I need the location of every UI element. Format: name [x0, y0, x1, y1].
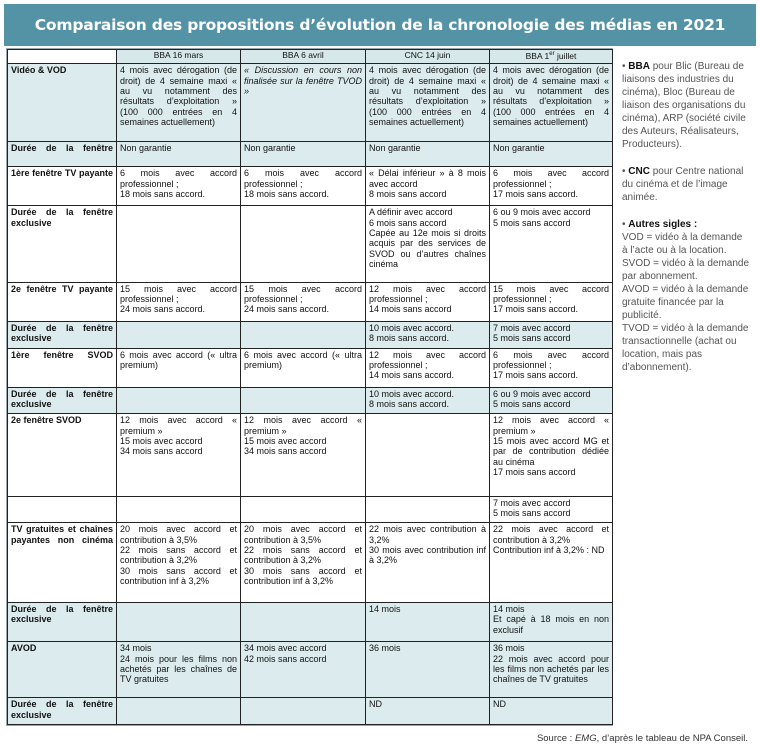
table-cell — [490, 322, 613, 349]
table-cell — [366, 642, 490, 698]
column-header: BBA 1er juillet — [490, 50, 613, 64]
cell-line: Non garantie — [120, 142, 172, 153]
table-row — [8, 322, 613, 349]
row-label: Durée de la fenêtre exclusive — [8, 322, 117, 349]
table-cell — [366, 387, 490, 414]
table-row — [8, 64, 613, 141]
cell-line: 34 mois avec accord — [244, 643, 327, 654]
cell-line: 34 mois sans accord — [244, 446, 327, 457]
table-cell — [117, 167, 241, 206]
table-cell — [241, 64, 366, 141]
table-cell — [241, 167, 366, 206]
cell-line: 6 mois avec accord (« ultra premium) — [120, 349, 237, 370]
table-cell — [117, 322, 241, 349]
table-cell — [117, 642, 241, 698]
sidebar-legend — [622, 60, 750, 388]
cell-line: 22 mois sans accord et contribution à 3,2% — [120, 545, 237, 566]
row-label: AVOD — [8, 642, 117, 698]
table-cell — [366, 698, 490, 725]
comparison-table-container — [6, 48, 613, 726]
table-cell — [490, 523, 613, 603]
table-cell — [241, 602, 366, 641]
table-cell — [117, 523, 241, 603]
table-cell — [490, 698, 613, 725]
cell-line: 15 mois avec accord professionnel ; — [493, 283, 609, 305]
cell-line: 22 mois avec contribution à 3,2% — [369, 524, 486, 545]
table-cell — [490, 206, 613, 282]
table-cell — [241, 387, 366, 414]
cell-line: 8 mois sans accord. — [369, 399, 450, 410]
table-cell — [117, 387, 241, 414]
cell-line: 36 mois — [493, 643, 525, 654]
row-label: Durée de la fenêtre exclusive — [8, 698, 117, 725]
cell-line: 42 mois sans accord — [244, 653, 327, 664]
cell-line: 18 mois sans accord. — [120, 188, 206, 199]
cell-line: Contribution inf à 3,2% : ND — [493, 545, 605, 556]
cell-line: 6 ou 9 mois avec accord — [493, 207, 591, 218]
table-row — [8, 642, 613, 698]
cell-line: 10 mois avec accord. — [369, 323, 455, 334]
cell-line: ND — [369, 699, 382, 710]
table-cell — [241, 496, 366, 523]
cell-line: 15 mois avec accord professionnel ; — [244, 283, 362, 305]
cell-line: 6 mois avec accord professionnel ; — [120, 168, 237, 189]
row-label: 1ère fenêtre TV payante — [8, 167, 117, 206]
cell-line: Non garantie — [244, 142, 296, 153]
cell-line: 22 mois avec accord et contribution à 3,2% — [493, 524, 609, 545]
table-cell — [366, 523, 490, 603]
table-cell — [117, 602, 241, 641]
page-title: Comparaison des propositions d’évolution de la chronologie des médias en 2021 — [34, 16, 726, 34]
table-cell — [241, 282, 366, 321]
table-cell — [241, 698, 366, 725]
cell-line: 6 ou 9 mois avec accord — [493, 388, 591, 399]
table-cell — [117, 206, 241, 282]
table-cell — [241, 348, 366, 387]
table-row — [8, 414, 613, 497]
table-cell — [366, 64, 490, 141]
cell-line: 14 mois — [493, 603, 525, 614]
table-row — [8, 282, 613, 321]
table-cell — [490, 496, 613, 523]
cell-line: 17 mois sans accord. — [493, 304, 579, 315]
cell-line: Non garantie — [369, 142, 421, 153]
cell-line: 24 mois sans accord. — [244, 304, 330, 315]
cell-line: 12 mois avec accord « premium » — [244, 415, 362, 436]
cell-line: 6 mois avec accord (« ultra premium) — [244, 349, 362, 370]
cell-line: 5 mois sans accord — [493, 508, 571, 519]
comparison-table — [7, 49, 613, 725]
table-cell — [366, 322, 490, 349]
legend-cnc: • CNC pour Centre national du cinéma et de l’image animée. — [622, 166, 744, 203]
table-cell — [117, 496, 241, 523]
cell-line: 8 mois sans accord. — [369, 333, 450, 344]
cell-line: 7 mois avec accord — [493, 497, 571, 508]
cell-line: Capée au 12e mois si droits acquis par des services de SVOD ou d’autres chaînes cinéma — [369, 228, 486, 270]
cell-line: 12 mois avec accord « premium » — [120, 415, 237, 436]
table-cell — [490, 167, 613, 206]
table-cell — [241, 206, 366, 282]
row-label — [8, 496, 117, 523]
table-cell — [117, 414, 241, 497]
cell-line: 6 mois avec accord professionnel ; — [493, 349, 609, 370]
table-cell — [490, 141, 613, 166]
table-cell — [241, 414, 366, 497]
header-row — [8, 50, 613, 64]
table-cell — [366, 206, 490, 282]
table-row — [8, 698, 613, 725]
cell-line: Non garantie — [493, 142, 545, 153]
table-cell — [117, 282, 241, 321]
cell-line: 5 mois sans accord — [493, 399, 571, 410]
cell-line: 4 mois avec dérogation (de droit) de 4 semaine maxi « au vu notamment des résultats d’exploitation » (100 000 entrées en 4 semaines actuellement) — [120, 65, 237, 128]
table-cell — [490, 602, 613, 641]
cell-line: 6 mois avec accord professionnel ; — [244, 168, 362, 189]
cell-line: ND — [493, 699, 506, 710]
row-label: 2e fenêtre TV payante — [8, 282, 117, 321]
table-cell — [117, 348, 241, 387]
column-header: CNC 14 juin — [366, 50, 490, 64]
cell-line: 17 mois sans accord. — [493, 370, 579, 381]
column-header: BBA 6 avril — [241, 50, 366, 64]
table-row — [8, 523, 613, 603]
table-cell — [490, 348, 613, 387]
row-label: 1ère fenêtre SVOD — [8, 348, 117, 387]
table-cell — [117, 141, 241, 166]
cell-line: 5 mois sans accord — [493, 217, 571, 228]
legend-bba: • BBA pour Blic (Bureau de liaisons des industries du cinéma), Bloc (Bureau de liaison des organisations du cinéma), ARP (société civile des Auteurs, Réalisateurs, Producteurs). — [622, 61, 746, 150]
cell-line: 15 mois avec accord — [120, 435, 203, 446]
table-row — [8, 496, 613, 523]
cell-line: 14 mois sans accord. — [369, 370, 455, 381]
cell-line: 24 mois sans accord. — [120, 304, 206, 315]
cell-line: 30 mois sans accord et contribution inf à 3,2% — [244, 565, 362, 587]
cell-line: 6 mois avec accord professionnel ; — [493, 168, 609, 189]
cell-line: « Discussion en cours non finalisée sur la fenêtre TVOD » — [244, 65, 362, 97]
table-cell — [117, 698, 241, 725]
cell-line: 15 mois avec accord MG et par de contribution dédiée au cinéma — [493, 435, 609, 467]
header-corner — [8, 50, 117, 64]
cell-line: 8 mois sans accord — [369, 188, 447, 199]
table-cell — [490, 387, 613, 414]
cell-line: 14 mois sans accord — [369, 304, 452, 315]
table-cell — [241, 642, 366, 698]
table-row — [8, 206, 613, 282]
row-label: Durée de la fenêtre exclusive — [8, 206, 117, 282]
table-row — [8, 141, 613, 166]
cell-line: 12 mois avec accord professionnel ; — [369, 349, 486, 370]
table-cell — [490, 64, 613, 141]
cell-line: 22 mois avec accord pour les films non achetés par les chaînes de TV gratuites — [493, 653, 609, 685]
cell-line: 6 mois sans accord — [369, 217, 447, 228]
cell-line: 30 mois sans accord et contribution inf à 3,2% — [120, 565, 237, 587]
cell-line: 24 mois pour les films non achetés par les chaînes de TV gratuites — [120, 653, 237, 685]
cell-line: 20 mois avec accord et contribution à 3,5% — [120, 524, 237, 545]
cell-line: 18 mois sans accord. — [244, 188, 330, 199]
table-cell — [241, 322, 366, 349]
cell-line: 12 mois avec accord professionnel ; — [369, 283, 486, 305]
row-label: Durée de la fenêtre exclusive — [8, 387, 117, 414]
cell-line: 20 mois avec accord et contribution à 3,5% — [244, 524, 362, 545]
row-label: TV gratuites et chaînes payantes non cinéma — [8, 523, 117, 603]
table-cell — [366, 496, 490, 523]
cell-line: 22 mois sans accord et contribution à 3,2% — [244, 545, 362, 566]
cell-line: 5 mois sans accord — [493, 333, 571, 344]
cell-line: 17 mois sans accord. — [493, 188, 579, 199]
table-cell — [117, 64, 241, 141]
table-row — [8, 387, 613, 414]
cell-line: 4 mois avec dérogation (de droit) de 4 semaine maxi « au vu notamment des résultats d’exploitation » (100 000 entrées en 4 semaines actuellement) — [493, 65, 609, 128]
cell-line: 7 mois avec accord — [493, 323, 571, 334]
cell-line: A définir avec accord — [369, 207, 453, 218]
table-cell — [490, 414, 613, 497]
row-label: Durée de la fenêtre — [8, 141, 117, 166]
cell-line: 30 mois avec contribution inf à 3,2% — [369, 545, 486, 566]
table-cell — [241, 141, 366, 166]
cell-line: 34 mois sans accord — [120, 446, 203, 457]
table-row — [8, 602, 613, 641]
table-cell — [366, 348, 490, 387]
row-label: 2e fenêtre SVOD — [8, 414, 117, 497]
cell-line: « Délai inférieur » à 8 mois avec accord — [369, 168, 486, 189]
title-banner — [4, 4, 756, 46]
table-cell — [366, 141, 490, 166]
row-label: Vidéo & VOD — [8, 64, 117, 141]
table-cell — [490, 642, 613, 698]
table-cell — [490, 282, 613, 321]
table-cell — [366, 602, 490, 641]
table-cell — [366, 282, 490, 321]
table-row — [8, 167, 613, 206]
cell-line: 17 mois sans accord — [493, 466, 576, 477]
cell-line: 14 mois — [369, 603, 401, 614]
cell-line: 36 mois — [369, 643, 401, 654]
table-cell — [366, 167, 490, 206]
table-row — [8, 348, 613, 387]
source-note: Source : EMG, d’après le tableau de NPA Conseil. — [536, 733, 748, 744]
table-cell — [366, 414, 490, 497]
column-header: BBA 16 mars — [117, 50, 241, 64]
cell-line: 12 mois avec accord « premium » — [493, 415, 609, 436]
cell-line: 34 mois — [120, 643, 152, 654]
legend-other: • Autres sigles : VOD = vidéo à la demande à l’acte ou à la location. SVOD = vidéo à la demande par abonnement. AVOD = vidéo à la demande gratuite financée par la publicité. TVOD = vidéo à la demande transactionnelle (achat ou location, mais pas d’abonnement). — [622, 219, 750, 373]
cell-line: 15 mois avec accord — [244, 435, 327, 446]
table-cell — [241, 523, 366, 603]
cell-line: 4 mois avec dérogation (de droit) de 4 semaine maxi « au vu notamment des résultats d’exploitation » (100 000 entrées en 4 semaines actuellement) — [369, 65, 486, 128]
cell-line: Et capé à 18 mois en non exclusif — [493, 614, 609, 635]
row-label: Durée de la fenêtre exclusive — [8, 602, 117, 641]
cell-line: 15 mois avec accord professionnel ; — [120, 283, 237, 305]
cell-line: 10 mois avec accord. — [369, 388, 455, 399]
